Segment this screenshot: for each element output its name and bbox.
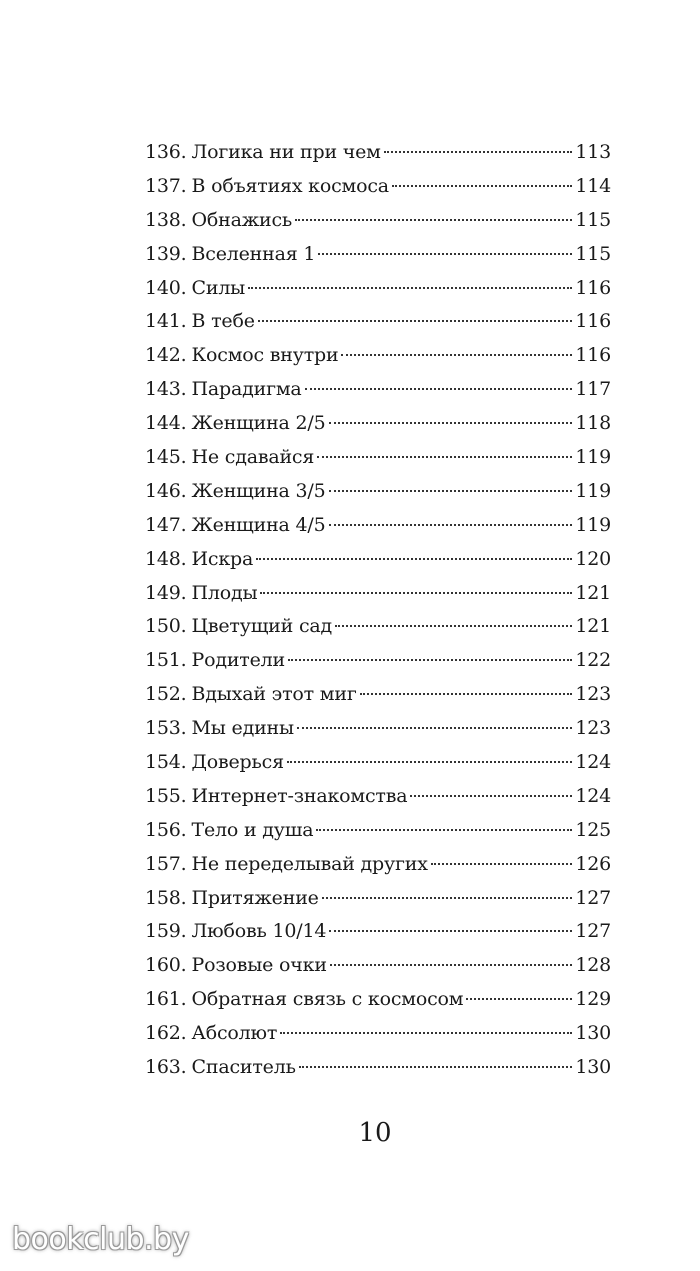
dot-leader [287,761,572,763]
entry-number: 151. [145,649,187,672]
dot-leader [431,863,573,865]
entry-page-number: 116 [575,310,611,333]
toc-entry [145,988,611,1022]
dot-leader [329,930,572,932]
entry-page-number: 122 [575,649,611,672]
entry-title: Искра [191,547,254,570]
dot-leader [329,490,573,492]
entry-number: 136. [145,141,187,163]
entry-title: Мы едины [191,717,294,740]
entry-title: Доверься [191,751,284,774]
entry-number: 155. [145,784,187,807]
dot-leader [330,964,573,966]
entry-number: 161. [145,988,187,1011]
entry-page-number: 119 [575,513,611,536]
dot-leader [316,829,572,831]
entry-number: 160. [145,954,187,977]
toc-entry [145,243,611,277]
entry-page-number: 125 [575,818,611,841]
entry-title: Тело и душа [191,818,314,841]
toc-entry [145,887,611,921]
entry-number: 138. [145,208,187,231]
dot-leader [297,727,572,729]
dot-leader [318,253,572,255]
entry-page-number: 123 [575,683,611,706]
entry-number: 142. [145,344,187,367]
toc-entry [145,819,611,853]
entry-title: Космос внутри [191,344,339,367]
entry-title: Притяжение [191,886,319,909]
dot-leader [322,897,573,899]
entry-number: 156. [145,818,187,841]
entry-number: 144. [145,412,187,435]
entry-page-number: 116 [575,344,611,367]
entry-page-number: 130 [575,1022,611,1045]
entry-page-number: 130 [575,1056,611,1079]
toc-entry [145,582,611,616]
entry-number: 157. [145,852,187,875]
toc-entry [145,344,611,378]
entry-number: 140. [145,276,187,299]
entry-number: 141. [145,310,187,333]
entry-number: 148. [145,547,187,570]
entry-page-number: 119 [575,446,611,469]
entry-title: В тебе [191,310,255,333]
toc-entry [145,141,611,175]
toc-entry [145,514,611,548]
toc-entry [145,717,611,751]
entry-title: Абсолют [191,1022,278,1045]
dot-leader [248,287,572,289]
dot-leader [392,185,572,187]
entry-page-number: 116 [575,276,611,299]
entry-title: В объятиях космоса [191,174,389,197]
entry-number: 152. [145,683,187,706]
entry-title: Розовые очки [191,954,327,977]
entry-page-number: 115 [575,208,611,231]
entry-number: 146. [145,479,187,502]
dot-leader [329,524,573,526]
entry-page-number: 123 [575,717,611,740]
entry-title: Женщина 3/5 [191,479,326,502]
entry-number: 147. [145,513,187,536]
entry-page-number: 128 [575,954,611,977]
entry-number: 143. [145,378,187,401]
entry-page-number: 119 [575,479,611,502]
entry-number: 149. [145,581,187,604]
dot-leader [384,151,573,153]
entry-title: Не сдавайся [191,446,315,469]
watermark: bookclub.by [12,1222,189,1257]
entry-number: 159. [145,920,187,943]
entry-page-number: 124 [575,784,611,807]
entry-title: Вселенная 1 [191,242,316,265]
toc-entry [145,310,611,344]
entry-number: 145. [145,446,187,469]
entry-number: 162. [145,1022,187,1045]
entry-title: Интернет-знакомства [191,784,408,807]
dot-leader [299,1066,573,1068]
toc-entry [145,683,611,717]
dot-leader [280,1032,572,1034]
entry-page-number: 127 [575,886,611,909]
entry-number: 153. [145,717,187,740]
entry-title: Женщина 2/5 [191,412,326,435]
dot-leader [305,388,573,390]
toc-entry [145,920,611,954]
page-number: 10 [358,1118,392,1148]
toc-entry [145,954,611,988]
dot-leader [410,795,572,797]
toc-entry [145,1056,611,1090]
entry-title: Женщина 4/5 [191,513,326,536]
entry-number: 158. [145,886,187,909]
entry-title: Обратная связь с космосом [191,988,464,1011]
dot-leader [288,659,572,661]
entry-title: Силы [191,276,246,299]
toc-entry [145,751,611,785]
toc-entry [145,853,611,887]
entry-page-number: 124 [575,751,611,774]
toc-entry [145,480,611,514]
dot-leader [360,693,573,695]
entry-number: 163. [145,1056,187,1079]
table-of-contents [145,141,611,1090]
toc-entry [145,378,611,412]
entry-title: Плоды [191,581,258,604]
entry-title: Любовь 10/14 [191,920,327,943]
entry-page-number: 118 [575,412,611,435]
entry-title: Логика ни при чем [191,141,381,163]
dot-leader [295,219,572,221]
entry-page-number: 113 [575,141,611,163]
entry-title: Цветущий сад [191,615,333,638]
dot-leader [335,625,572,627]
dot-leader [466,998,572,1000]
toc-entry [145,615,611,649]
toc-entry [145,1022,611,1056]
entry-number: 137. [145,174,187,197]
entry-page-number: 129 [575,988,611,1011]
entry-title: Парадигма [191,378,302,401]
entry-page-number: 126 [575,852,611,875]
dot-leader [317,456,572,458]
dot-leader [341,354,572,356]
toc-entry [145,277,611,311]
toc-entry [145,785,611,819]
dot-leader [258,320,573,322]
entry-number: 154. [145,751,187,774]
toc-entry [145,209,611,243]
entry-page-number: 120 [575,547,611,570]
entry-title: Вдыхай этот миг [191,683,357,706]
entry-title: Родители [191,649,285,672]
entry-title: Спаситель [191,1056,296,1079]
entry-page-number: 115 [575,242,611,265]
toc-entry [145,649,611,683]
toc-entry [145,412,611,446]
entry-number: 139. [145,242,187,265]
entry-title: Обнажись [191,208,293,231]
entry-page-number: 121 [575,581,611,604]
entry-title: Не переделывай других [191,852,428,875]
entry-page-number: 121 [575,615,611,638]
dot-leader [260,592,572,594]
toc-entry [145,175,611,209]
dot-leader [256,558,572,560]
entry-page-number: 127 [575,920,611,943]
entry-page-number: 114 [575,174,611,197]
entry-page-number: 117 [575,378,611,401]
toc-entry [145,446,611,480]
dot-leader [329,422,573,424]
toc-entry [145,548,611,582]
entry-number: 150. [145,615,187,638]
